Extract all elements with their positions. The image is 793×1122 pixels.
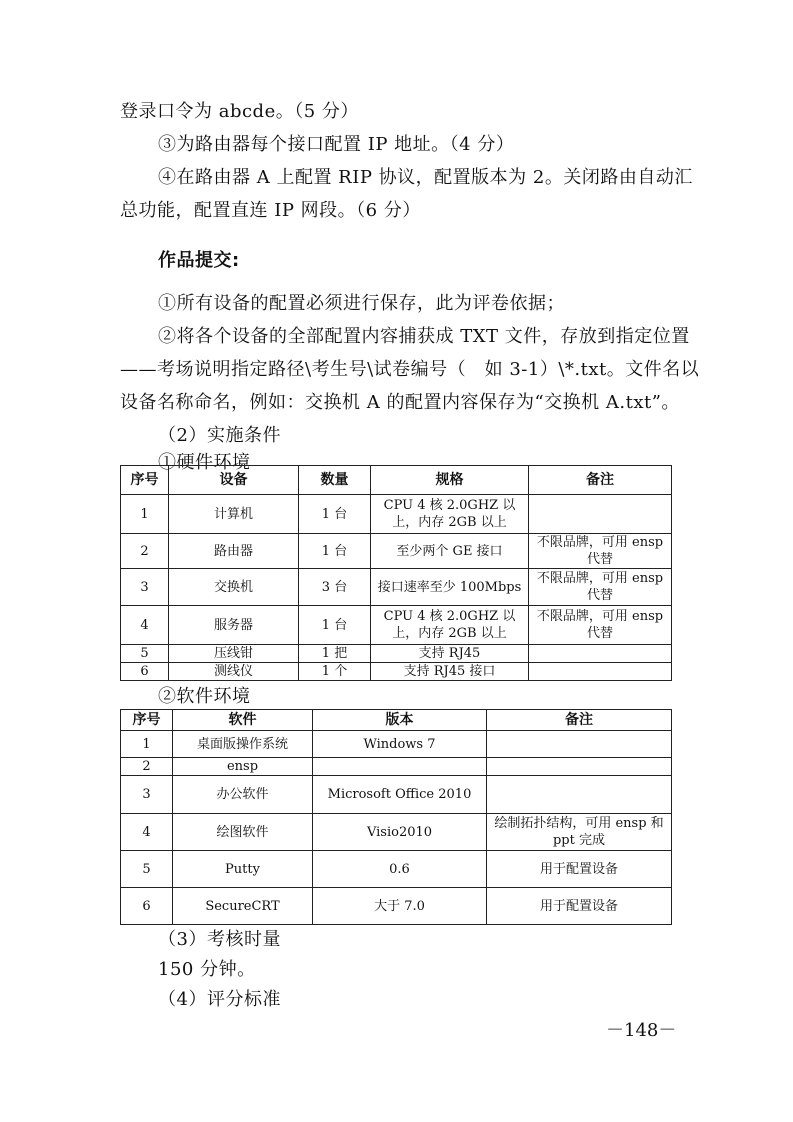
page-number: －148－	[606, 1020, 677, 1041]
table-cell: 1	[121, 731, 173, 758]
table-row	[121, 851, 672, 888]
table-cell: 1 台	[299, 495, 371, 534]
table-cell: 1 台	[299, 534, 371, 569]
table-cell	[529, 645, 672, 663]
text-line: 登录口令为 abcde。（5 分）	[120, 101, 359, 122]
software-table	[120, 709, 672, 925]
table-header: 设备	[169, 466, 299, 495]
table-cell: 1 把	[299, 645, 371, 663]
table-cell: Putty	[173, 851, 313, 888]
text-line: ④在路由器 A 上配置 RIP 协议，配置版本为 2。关闭路由自动汇	[158, 167, 693, 188]
table-cell: 交换机	[169, 569, 299, 606]
subsection-title: ②软件环境	[158, 686, 251, 707]
table-header: 软件	[173, 710, 313, 731]
table-header: 序号	[121, 710, 173, 731]
table-cell: 4	[121, 606, 169, 645]
text-line: ——考场说明指定路径\考生号\试卷编号（ 如 3-1）\*.txt。文件名以	[120, 359, 700, 380]
table-cell: 服务器	[169, 606, 299, 645]
table-cell: 测线仪	[169, 663, 299, 681]
text-line: 150 分钟。	[158, 959, 256, 980]
table-cell: 4	[121, 814, 173, 851]
table-cell: 办公软件	[173, 776, 313, 814]
table-row	[121, 663, 672, 681]
table-cell: 用于配置设备	[487, 888, 672, 925]
table-row	[121, 645, 672, 663]
table-cell: 6	[121, 663, 169, 681]
table-row	[121, 814, 672, 851]
subsection-title: （4）评分标准	[158, 989, 281, 1010]
table-cell: 3	[121, 569, 169, 606]
table-cell: 1 台	[299, 606, 371, 645]
table-cell: 绘图软件	[173, 814, 313, 851]
table-row	[121, 569, 672, 606]
subsection-title: ①硬件环境	[158, 452, 251, 473]
text-line: 总功能，配置直连 IP 网段。（6 分）	[120, 200, 421, 221]
table-cell: ensp	[173, 758, 313, 776]
table-cell: 不限品牌，可用 ensp 代替	[529, 534, 672, 569]
table-header: 规格	[371, 466, 529, 495]
table-cell: Windows 7	[313, 731, 487, 758]
table-header: 版本	[313, 710, 487, 731]
table-cell: 桌面版操作系统	[173, 731, 313, 758]
table-cell: 计算机	[169, 495, 299, 534]
section-heading: 作品提交:	[158, 250, 240, 271]
table-cell: 路由器	[169, 534, 299, 569]
table-cell: 1 个	[299, 663, 371, 681]
table-cell: 不限品牌，可用 ensp 代替	[529, 569, 672, 606]
table-cell: 不限品牌，可用 ensp 代替	[529, 606, 672, 645]
table-cell: Microsoft Office 2010	[313, 776, 487, 814]
table-header: 数量	[299, 466, 371, 495]
table-cell	[313, 758, 487, 776]
table-cell: CPU 4 核 2.0GHZ 以上，内存 2GB 以上	[371, 606, 529, 645]
table-cell: 至少两个 GE 接口	[371, 534, 529, 569]
table-row	[121, 758, 672, 776]
table-header: 备注	[487, 710, 672, 731]
table-row	[121, 534, 672, 569]
text-line: ①所有设备的配置必须进行保存，此为评卷依据；	[158, 293, 565, 314]
table-cell: 绘制拓扑结构，可用 ensp 和 ppt 完成	[487, 814, 672, 851]
table-row	[121, 606, 672, 645]
table-cell	[529, 495, 672, 534]
table-cell	[529, 663, 672, 681]
table-cell: 2	[121, 758, 173, 776]
table-cell: SecureCRT	[173, 888, 313, 925]
table-cell	[487, 758, 672, 776]
text-line: ②将各个设备的全部配置内容捕获成 TXT 文件，存放到指定位置	[158, 326, 690, 347]
table-cell: 大于 7.0	[313, 888, 487, 925]
table-cell: 5	[121, 851, 173, 888]
hardware-table	[120, 465, 672, 681]
table-cell: 3 台	[299, 569, 371, 606]
table-cell: 压线钳	[169, 645, 299, 663]
table-cell: 3	[121, 776, 173, 814]
table-row	[121, 776, 672, 814]
subsection-title: （2）实施条件	[158, 425, 281, 446]
table-cell: 0.6	[313, 851, 487, 888]
table-row	[121, 888, 672, 925]
table-cell: 6	[121, 888, 173, 925]
table-cell: CPU 4 核 2.0GHZ 以上，内存 2GB 以上	[371, 495, 529, 534]
table-header: 序号	[121, 466, 169, 495]
subsection-title: （3）考核时量	[158, 929, 281, 950]
table-cell	[487, 731, 672, 758]
table-row	[121, 495, 672, 534]
table-cell: 支持 RJ45 接口	[371, 663, 529, 681]
table-row	[121, 731, 672, 758]
table-cell	[487, 776, 672, 814]
table-cell: 接口速率至少 100Mbps	[371, 569, 529, 606]
table-cell: 用于配置设备	[487, 851, 672, 888]
text-line: ③为路由器每个接口配置 IP 地址。（4 分）	[158, 134, 515, 155]
table-cell: 5	[121, 645, 169, 663]
table-cell: Visio2010	[313, 814, 487, 851]
table-cell: 1	[121, 495, 169, 534]
text-line: 设备名称命名，例如：交换机 A 的配置内容保存为“交换机 A.txt”。	[120, 392, 680, 413]
table-header: 备注	[529, 466, 672, 495]
table-cell: 支持 RJ45	[371, 645, 529, 663]
table-cell: 2	[121, 534, 169, 569]
